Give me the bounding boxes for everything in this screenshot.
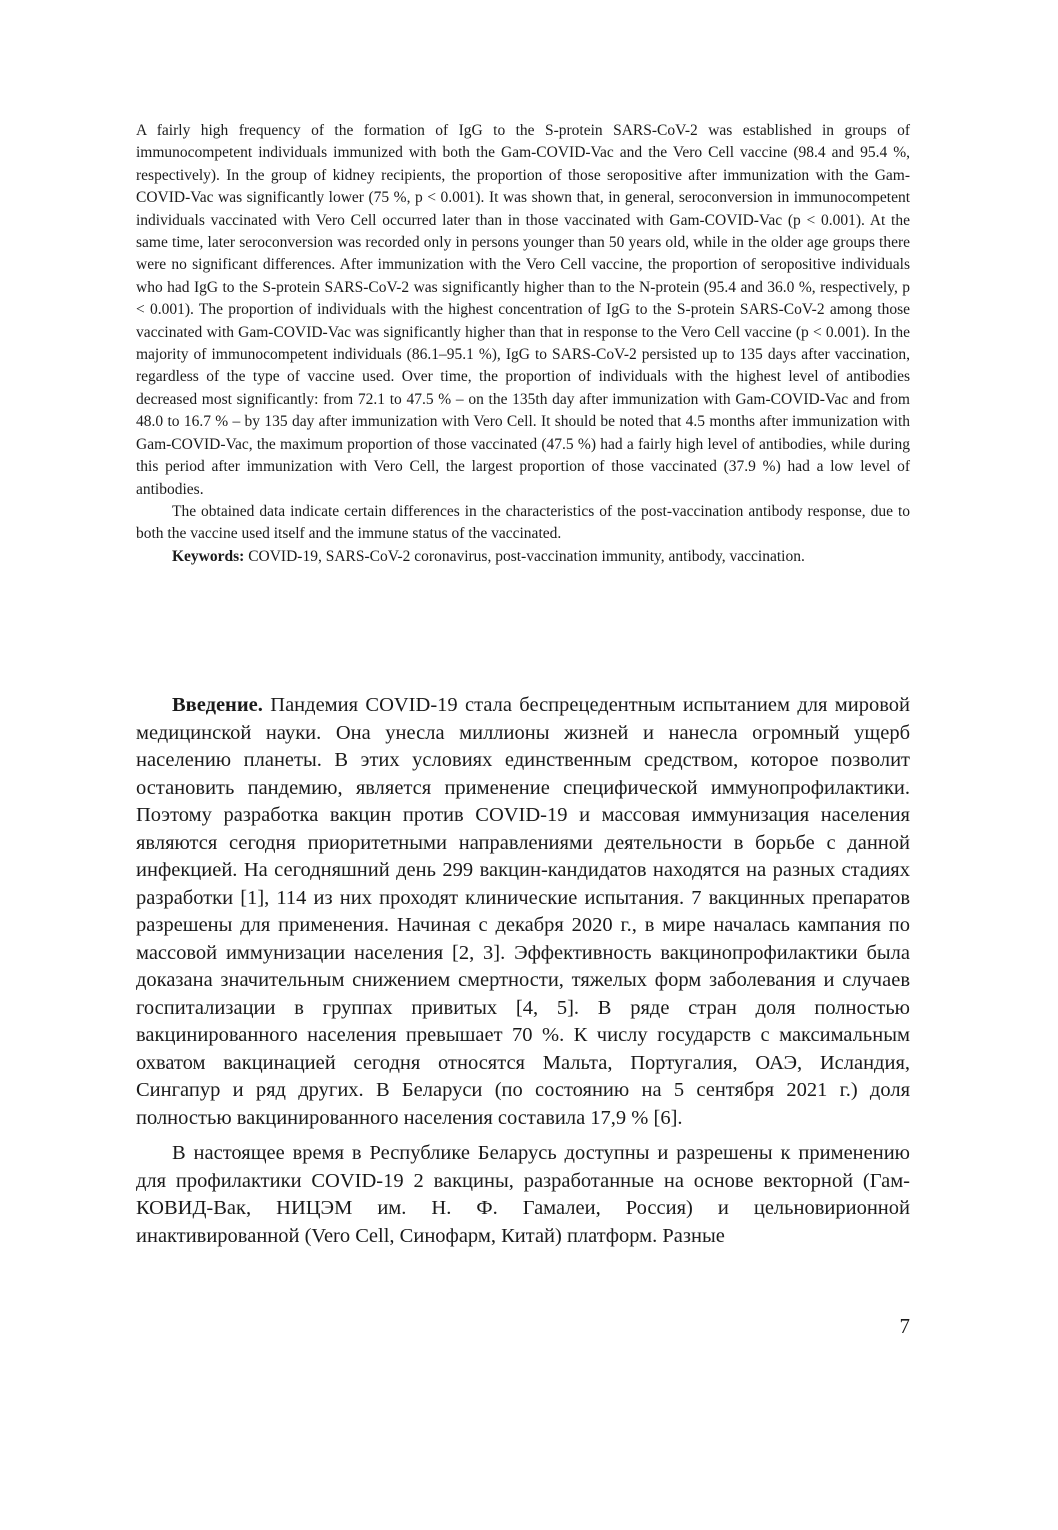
abstract [136, 120, 910, 568]
keywords-paragraph [136, 546, 910, 568]
abstract-paragraph-2: The obtained data indicate certain differences in the characteristics of the post-vaccination antibody response, due to both the vaccine used itself and the immune status of the vaccinated. [136, 502, 910, 543]
keywords-text: COVID-19, SARS-CoV-2 coronavirus, post-vaccination immunity, antibody, vaccination. [244, 547, 805, 565]
introduction-label: Введение. [172, 694, 263, 716]
body-paragraph-2: В настоящее время в Республике Беларусь доступны и разрешены к применению для профилактики COVID-19 2 вакцины, разработанные на основе векторной (Гам-КОВИД-Вак, НИЦЭМ им. Н. Ф. Гамалеи, Россия) и цельновирионной инактивированной (Vero Cell, Синофарм, Китай) платформ. Разные [136, 1142, 910, 1247]
main-body [136, 692, 910, 1258]
abstract-paragraph-1: A fairly high frequency of the formation of IgG to the S-protein SARS-CoV-2 was established in groups of immunocompetent individuals immunized with both the Gam-COVID-Vac and the Vero Cell vaccine (98.4 and 95.4 %, respectively). In the group of kidney recipients, the proportion of those seropositive after immunization with the Gam-COVID-Vac was significantly lower (75 %, p < 0.001). It was shown that, in general, seroconversion in immunocompetent individuals vaccinated with Vero Cell occurred later than in those vaccinated with Gam-COVID-Vac (p < 0.001). At the same time, later seroconversion was recorded only in persons younger than 50 years old, while in the older age groups there were no significant differences. After immunization with the Vero Cell vaccine, the proportion of seropositive individuals who had IgG to the S-protein SARS-CoV-2 was significantly higher than to the N-protein (95.4 and 36.0 %, respectively, p < 0.001). The proportion of individuals with the highest concentration of IgG to the S-protein SARS-CoV-2 among those vaccinated with Gam-COVID-Vac was significantly higher than that in response to the Vero Cell vaccine (p < 0.001). In the majority of immunocompetent individuals (86.1–95.1 %), IgG to SARS-CoV-2 persisted up to 135 days after vaccination, regardless of the type of vaccine used. Over time, the proportion of individuals with the highest level of antibodies decreased most significantly: from 72.1 to 47.5 % – on the 135th day after immunization with Gam-COVID-Vac and from 48.0 to 16.7 % – by 135 day after immunization with Vero Cell. It should be noted that 4.5 months after immunization with Gam-COVID-Vac, the maximum proportion of those vaccinated (47.5 %) had a fairly high level of antibodies, while during this period after immunization with Vero Cell, the largest proportion of those vaccinated (37.9 %) had a low level of antibodies. [136, 122, 910, 498]
introduction-text: Пандемия COVID-19 стала беспрецедентным испытанием для мировой медицинской науки. Она унесла миллионы жизней и нанесла огромный ущерб населению планеты. В этих условиях единственным средством, которое позволит остановить пандемию, является применение специфической иммунопрофилактики. Поэтому разработка вакцин против COVID-19 и массовая иммунизация населения являются сегодня приоритетными направлениями деятельности в борьбе с данной инфекцией. На сегодняшний день 299 вакцин-кандидатов находятся на разных стадиях разработки [1], 114 из них проходят клинические испытания. 7 вакцинных препаратов разрешены для применения. Начиная с декабря 2020 г., в мире началась кампания по массовой иммунизации населения [2, 3]. Эффективность вакцинопрофилактики была доказана значительным снижением смертности, тяжелых форм заболевания и случаев госпитализации в группах привитых [4, 5]. В ряде стран доля полностью вакцинированного населения превышает 70 %. К числу государств с максимальным охватом вакцинацией сегодня относятся Мальта, Португалия, ОАЭ, Исландия, Сингапур и ряд других. В Беларуси (по состоянию на 5 сентября 2021 г.) доля полностью вакцинированного населения составила 17,9 % [6]. [136, 694, 910, 1129]
keywords-label: Keywords: [172, 547, 245, 565]
introduction-paragraph [136, 692, 910, 1132]
page-number: 7 [899, 1314, 910, 1338]
